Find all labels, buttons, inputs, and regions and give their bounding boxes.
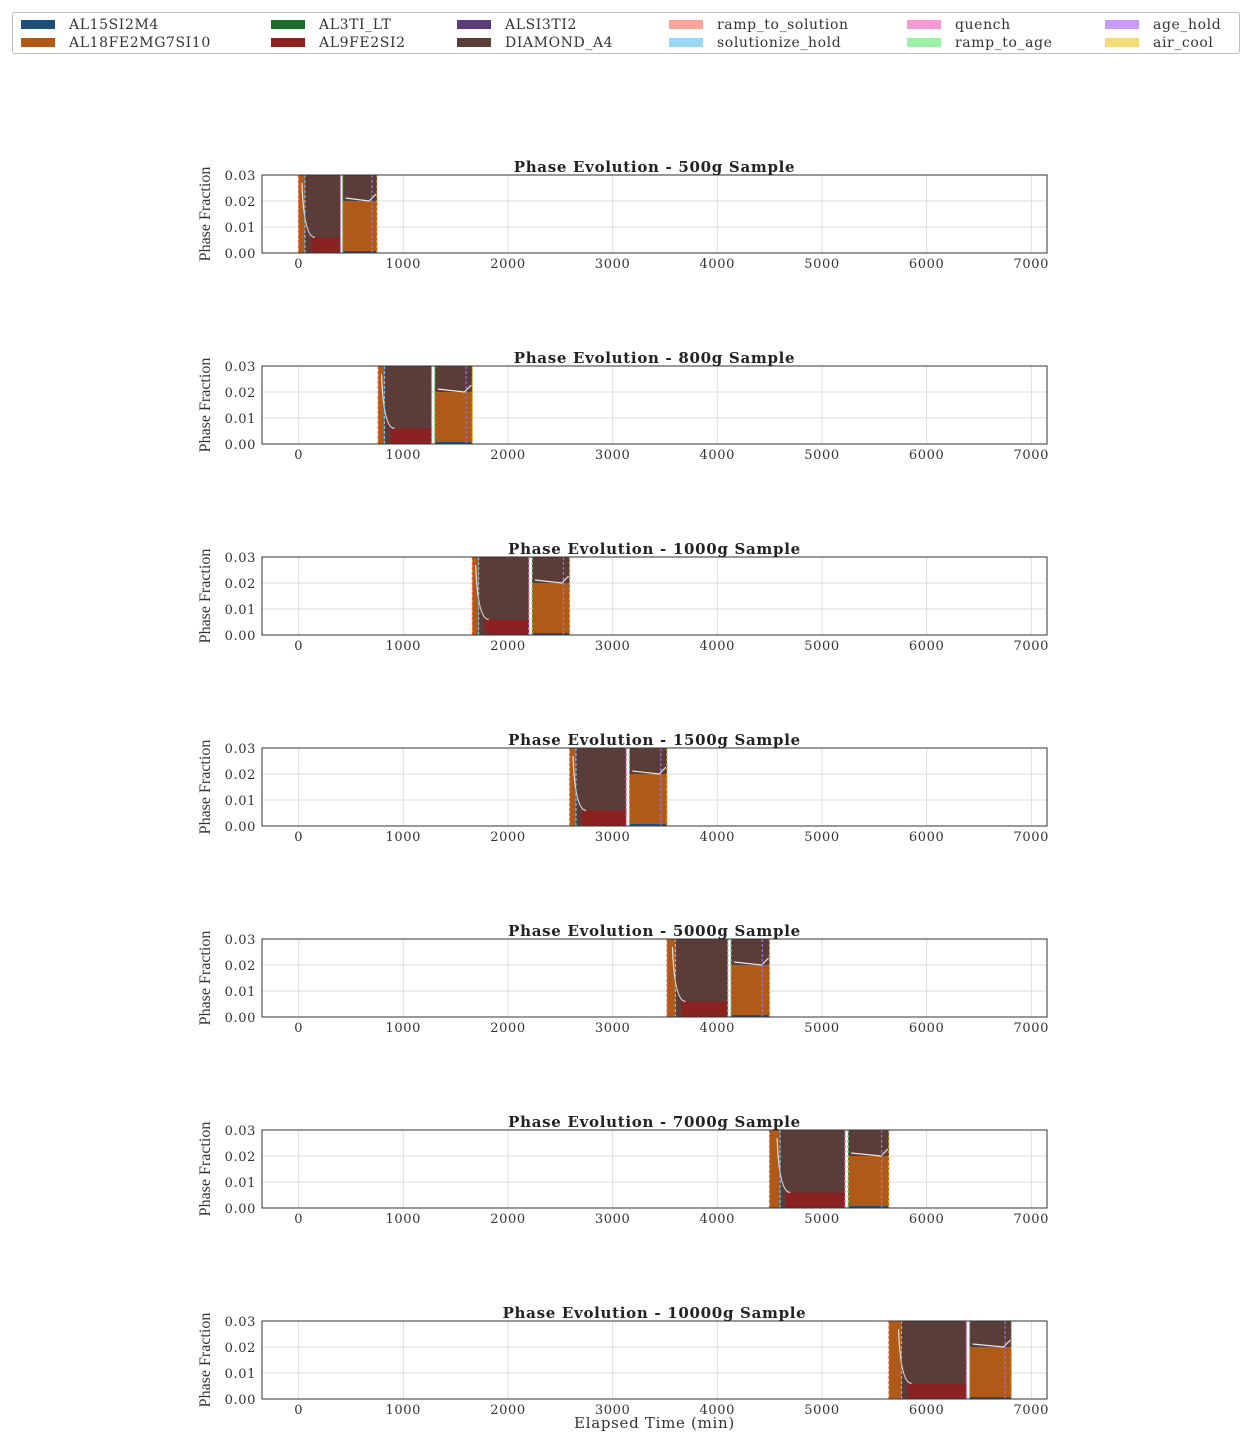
chart-title: Phase Evolution - 7000g Sample: [508, 1113, 801, 1131]
area-al18fe2mg7si10: [731, 965, 770, 1017]
y-tick-label: 0.02: [224, 577, 256, 592]
y-tick-label: 0.02: [224, 768, 256, 783]
x-tick-label: 6000: [908, 830, 945, 845]
x-axis-label: Elapsed Time (min): [574, 1414, 735, 1432]
x-tick-label: 6000: [908, 257, 945, 272]
y-tick-label: 0.00: [224, 1393, 256, 1408]
legend-label: solutionize_hold: [717, 34, 842, 51]
x-tick-label: 3000: [594, 1212, 631, 1227]
y-tick-label: 0.00: [224, 820, 256, 835]
x-tick-label: 4000: [699, 1212, 736, 1227]
x-tick-label: 5000: [804, 1021, 840, 1036]
x-tick-label: 4000: [699, 830, 736, 845]
legend-label: AL15SI2M4: [69, 16, 159, 33]
x-tick-label: 5000: [804, 448, 840, 463]
x-tick-label: 0: [294, 1212, 304, 1227]
x-tick-label: 1000: [385, 1021, 422, 1036]
y-tick-label: 0.02: [224, 1150, 256, 1165]
x-tick-label: 3000: [594, 448, 631, 463]
x-tick-label: 2000: [490, 257, 526, 272]
area-al9fe2si2: [786, 1192, 845, 1208]
x-tick-label: 7000: [1013, 1403, 1050, 1418]
x-tick-label: 0: [294, 639, 304, 654]
x-tick-label: 6000: [908, 639, 945, 654]
axes-frame: [262, 939, 1047, 1017]
x-tick-label: 1000: [385, 448, 422, 463]
axes-frame: [262, 175, 1047, 253]
y-tick-label: 0.00: [224, 1202, 256, 1217]
area-al9fe2si2: [908, 1383, 967, 1399]
y-tick-label: 0.03: [224, 742, 256, 757]
area-al9fe2si2: [311, 237, 341, 253]
y-tick-label: 0.02: [224, 959, 256, 974]
x-tick-label: 2000: [490, 1021, 526, 1036]
y-tick-label: 0.02: [224, 195, 256, 210]
area-al9fe2si2: [485, 619, 529, 635]
x-tick-label: 6000: [908, 1021, 945, 1036]
x-tick-label: 3000: [594, 830, 631, 845]
chart-panel: [197, 1113, 1049, 1227]
x-tick-label: 2000: [490, 830, 526, 845]
x-tick-label: 4000: [699, 639, 736, 654]
y-axis-label: Phase Fraction: [197, 1121, 214, 1217]
legend-label: AL18FE2MG7SI10: [69, 34, 211, 51]
x-tick-label: 7000: [1013, 1021, 1050, 1036]
x-tick-label: 3000: [594, 257, 631, 272]
chart-title: Phase Evolution - 5000g Sample: [508, 922, 801, 940]
y-tick-label: 0.03: [224, 1315, 256, 1330]
y-axis-label: Phase Fraction: [197, 166, 214, 262]
x-tick-label: 4000: [699, 257, 736, 272]
y-axis-label: Phase Fraction: [197, 357, 214, 453]
area-al18fe2mg7si10: [629, 774, 667, 826]
legend-label: age_hold: [1153, 16, 1222, 33]
legend-label: AL3TI_LT: [319, 16, 392, 33]
y-tick-label: 0.01: [224, 794, 256, 809]
chart-title: Phase Evolution - 1500g Sample: [508, 731, 801, 749]
x-tick-label: 7000: [1013, 830, 1050, 845]
y-tick-label: 0.00: [224, 247, 256, 262]
x-tick-label: 1000: [385, 1403, 422, 1418]
x-tick-label: 1000: [385, 1212, 422, 1227]
y-tick-label: 0.01: [224, 221, 256, 236]
x-tick-label: 7000: [1013, 448, 1050, 463]
y-tick-label: 0.00: [224, 1011, 256, 1026]
chart-title: Phase Evolution - 800g Sample: [513, 349, 796, 367]
legend-label: ramp_to_age: [955, 34, 1053, 51]
x-tick-label: 4000: [699, 1403, 736, 1418]
x-tick-label: 6000: [908, 1403, 945, 1418]
y-tick-label: 0.03: [224, 169, 256, 184]
area-al9fe2si2: [681, 1001, 727, 1017]
x-tick-label: 7000: [1013, 639, 1050, 654]
y-tick-label: 0.03: [224, 360, 256, 375]
legend-label: ramp_to_solution: [717, 16, 849, 33]
legend-label: air_cool: [1153, 34, 1214, 51]
area-al9fe2si2: [390, 428, 431, 444]
chart-panel: [197, 1304, 1049, 1432]
x-tick-label: 6000: [908, 448, 945, 463]
chart-panel: [197, 158, 1049, 272]
axes-frame: [262, 557, 1047, 635]
y-tick-label: 0.03: [224, 1124, 256, 1139]
y-tick-label: 0.01: [224, 603, 256, 618]
chart-panel: [197, 349, 1049, 463]
y-tick-label: 0.00: [224, 438, 256, 453]
x-tick-label: 6000: [908, 1212, 945, 1227]
chart-title: Phase Evolution - 500g Sample: [513, 158, 796, 176]
y-axis-label: Phase Fraction: [197, 1312, 214, 1408]
x-tick-label: 0: [294, 1021, 304, 1036]
area-al18fe2mg7si10: [848, 1156, 889, 1208]
x-tick-label: 2000: [490, 639, 526, 654]
legend-label: ALSI3TI2: [505, 16, 578, 33]
y-tick-label: 0.03: [224, 933, 256, 948]
x-tick-label: 0: [294, 1403, 304, 1418]
x-tick-label: 0: [294, 830, 304, 845]
y-tick-label: 0.01: [224, 1176, 256, 1191]
y-axis-label: Phase Fraction: [197, 739, 214, 835]
y-tick-label: 0.00: [224, 629, 256, 644]
x-tick-label: 5000: [804, 1212, 840, 1227]
area-al18fe2mg7si10-ramp: [667, 939, 675, 1017]
area-al9fe2si2: [582, 810, 626, 826]
legend-label: quench: [955, 16, 1011, 33]
x-tick-label: 2000: [490, 448, 526, 463]
chart-title: Phase Evolution - 10000g Sample: [502, 1304, 807, 1322]
axes-frame: [262, 1130, 1047, 1208]
chart-panel: [197, 922, 1049, 1036]
chart-panel: [197, 731, 1049, 845]
area-al18fe2mg7si10: [532, 583, 570, 635]
x-tick-label: 7000: [1013, 257, 1050, 272]
area-al18fe2mg7si10-ramp: [889, 1321, 902, 1399]
y-tick-label: 0.02: [224, 386, 256, 401]
legend-label: AL9FE2SI2: [319, 34, 406, 51]
area-al18fe2mg7si10: [435, 392, 473, 444]
y-tick-label: 0.01: [224, 1367, 256, 1382]
x-tick-label: 0: [294, 448, 304, 463]
x-tick-label: 1000: [385, 830, 422, 845]
x-tick-label: 5000: [804, 1403, 840, 1418]
x-tick-label: 0: [294, 257, 304, 272]
x-tick-label: 3000: [594, 1021, 631, 1036]
x-tick-label: 2000: [490, 1403, 526, 1418]
y-axis-label: Phase Fraction: [197, 548, 214, 644]
x-tick-label: 4000: [699, 1021, 736, 1036]
x-tick-label: 1000: [385, 639, 422, 654]
y-tick-label: 0.01: [224, 412, 256, 427]
x-tick-label: 4000: [699, 448, 736, 463]
x-tick-label: 7000: [1013, 1212, 1050, 1227]
area-al18fe2mg7si10-ramp: [770, 1130, 780, 1208]
x-tick-label: 3000: [594, 639, 631, 654]
chart-title: Phase Evolution - 1000g Sample: [508, 540, 801, 558]
chart-panel: [197, 540, 1049, 654]
x-tick-label: 5000: [804, 257, 840, 272]
x-tick-label: 5000: [804, 639, 840, 654]
x-tick-label: 5000: [804, 830, 840, 845]
x-tick-label: 2000: [490, 1212, 526, 1227]
legend-label: DIAMOND_A4: [505, 34, 614, 51]
y-tick-label: 0.01: [224, 985, 256, 1000]
x-tick-label: 1000: [385, 257, 422, 272]
y-tick-label: 0.03: [224, 551, 256, 566]
y-axis-label: Phase Fraction: [197, 930, 214, 1026]
x-tick-label: 3000: [594, 1403, 631, 1418]
y-tick-label: 0.02: [224, 1341, 256, 1356]
